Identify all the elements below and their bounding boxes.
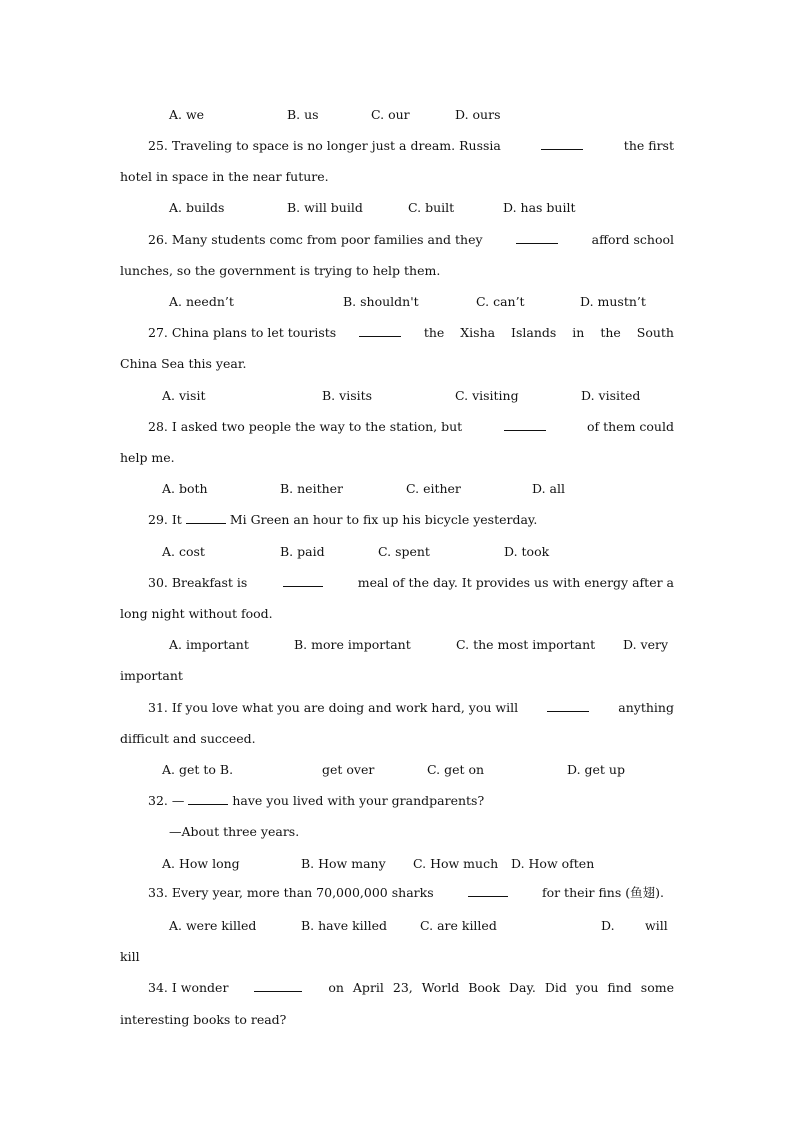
- q30-stem-a: 30. Breakfast is: [148, 575, 248, 590]
- q30-option-b[interactable]: B. more important: [294, 637, 411, 652]
- q26-stem-line2: lunches, so the government is trying to help them.: [120, 263, 441, 278]
- q28-stem-a: 28. I asked two people the way to the station, but: [148, 419, 463, 434]
- q29-option-d[interactable]: D. took: [504, 544, 550, 559]
- q28-option-a[interactable]: A. both: [162, 481, 208, 496]
- q28-blank[interactable]: [504, 419, 546, 431]
- q33-blank[interactable]: [468, 885, 508, 897]
- q29-option-b[interactable]: B. paid: [280, 544, 325, 559]
- q32-stem-line1: [148, 793, 484, 809]
- q27-option-d[interactable]: D. visited: [581, 388, 641, 403]
- q27-stem-b: the Xisha Islands in the South: [423, 325, 674, 340]
- q30-option-d[interactable]: D. very: [623, 637, 669, 652]
- q31-option-b[interactable]: get over: [322, 762, 375, 777]
- q34-stem-a: 34. I wonder: [148, 980, 229, 995]
- q29-option-a[interactable]: A. cost: [162, 544, 205, 559]
- q26-option-a[interactable]: A. needn’t: [169, 294, 234, 309]
- q30-stem-line2: long night without food.: [120, 606, 273, 621]
- q31-stem-b: anything: [618, 700, 674, 715]
- q27-option-b[interactable]: B. visits: [322, 388, 373, 403]
- q25-stem-b: the first: [623, 138, 674, 153]
- q32-option-a[interactable]: A. How long: [162, 856, 240, 871]
- q32-reply-line: —About three years.: [169, 824, 300, 839]
- q33-option-d-text[interactable]: will: [645, 918, 668, 933]
- q28-option-b[interactable]: B. neither: [280, 481, 344, 496]
- q27-stem-a: 27. China plans to let tourists: [148, 325, 337, 340]
- q30-option-a[interactable]: A. important: [169, 637, 249, 652]
- q30-stem-line1: [148, 575, 674, 591]
- q25-stem-line1: [148, 138, 674, 154]
- q28-option-d[interactable]: D. all: [532, 481, 565, 496]
- q34-stem-line2: interesting books to read?: [120, 1012, 287, 1027]
- q26-stem-a: 26. Many students comc from poor families and they: [148, 232, 483, 247]
- q33-option-c[interactable]: C. are killed: [420, 918, 497, 933]
- q27-blank[interactable]: [359, 325, 401, 337]
- q25-stem-line2: hotel in space in the near future.: [120, 169, 329, 184]
- q31-stem-line2: difficult and succeed.: [120, 731, 256, 746]
- q28-stem-line2: help me.: [120, 450, 175, 465]
- q33-stem-a: 33. Every year, more than 70,000,000 sharks: [148, 885, 434, 900]
- q31-blank[interactable]: [547, 700, 589, 712]
- q30-blank[interactable]: [283, 575, 323, 587]
- q28-stem-line1: [148, 419, 674, 435]
- q29-stem-line1: [148, 512, 537, 528]
- q34-stem-b: on April 23, World Book Day. Did you find some: [328, 980, 674, 995]
- q26-option-b[interactable]: B. shouldn't: [343, 294, 419, 309]
- q26-option-c[interactable]: C. can’t: [476, 294, 525, 309]
- q32-option-b[interactable]: B. How many: [301, 856, 386, 871]
- q34-stem-line1: [148, 980, 674, 996]
- q31-option-d[interactable]: D. get up: [567, 762, 625, 777]
- q30-option-d-continued: important: [120, 668, 183, 683]
- q33-option-b[interactable]: B. have killed: [301, 918, 388, 933]
- q32-option-c[interactable]: C. How much: [413, 856, 499, 871]
- q25-option-b[interactable]: B. will build: [287, 200, 363, 215]
- q32-stem-a: 32. —: [148, 793, 185, 808]
- q33-option-d[interactable]: D.: [601, 918, 615, 933]
- q24-option-c[interactable]: C. our: [371, 107, 410, 122]
- q31-option-a[interactable]: A. get to B.: [162, 762, 234, 777]
- q27-stem-line1: [148, 325, 674, 341]
- q25-stem-a: 25. Traveling to space is no longer just a dream. Russia: [148, 138, 501, 153]
- q25-blank[interactable]: [541, 138, 583, 150]
- q29-stem-b: Mi Green an hour to fix up his bicycle yesterday.: [229, 512, 538, 527]
- q32-option-d[interactable]: D. How often: [511, 856, 595, 871]
- q26-blank[interactable]: [516, 232, 558, 244]
- q29-stem-a: 29. It: [148, 512, 182, 527]
- q32-blank[interactable]: [188, 793, 228, 805]
- q24-option-a[interactable]: A. we: [169, 107, 205, 122]
- q28-option-c[interactable]: C. either: [406, 481, 461, 496]
- q33-option-a[interactable]: A. were killed: [169, 918, 257, 933]
- q25-option-c[interactable]: C. built: [408, 200, 455, 215]
- q34-blank[interactable]: [254, 980, 302, 992]
- q27-option-a[interactable]: A. visit: [162, 388, 206, 403]
- q24-option-d[interactable]: D. ours: [455, 107, 501, 122]
- q24-option-b[interactable]: B. us: [287, 107, 319, 122]
- q33-stem-line1: [148, 885, 664, 901]
- q26-option-d[interactable]: D. mustn’t: [580, 294, 646, 309]
- q31-stem-line1: [148, 700, 674, 716]
- q25-option-d[interactable]: D. has built: [503, 200, 576, 215]
- q27-stem-line2: China Sea this year.: [120, 356, 247, 371]
- q30-option-c[interactable]: C. the most important: [456, 637, 596, 652]
- q26-stem-b: afford school: [591, 232, 674, 247]
- q25-option-a[interactable]: A. builds: [169, 200, 225, 215]
- q29-blank[interactable]: [186, 512, 226, 524]
- q31-stem-a: 31. If you love what you are doing and work hard, you will: [148, 700, 519, 715]
- q31-option-c[interactable]: C. get on: [427, 762, 485, 777]
- q30-stem-b: meal of the day. It provides us with energy after a: [357, 575, 674, 590]
- q32-stem-b: have you lived with your grandparents?: [232, 793, 485, 808]
- q33-option-d-continued: kill: [120, 949, 140, 964]
- q26-stem-line1: [148, 232, 674, 248]
- q28-stem-b: of them could: [586, 419, 674, 434]
- q29-option-c[interactable]: C. spent: [378, 544, 430, 559]
- q33-stem-b: for their fins (鱼翅).: [541, 885, 664, 900]
- q27-option-c[interactable]: C. visiting: [455, 388, 519, 403]
